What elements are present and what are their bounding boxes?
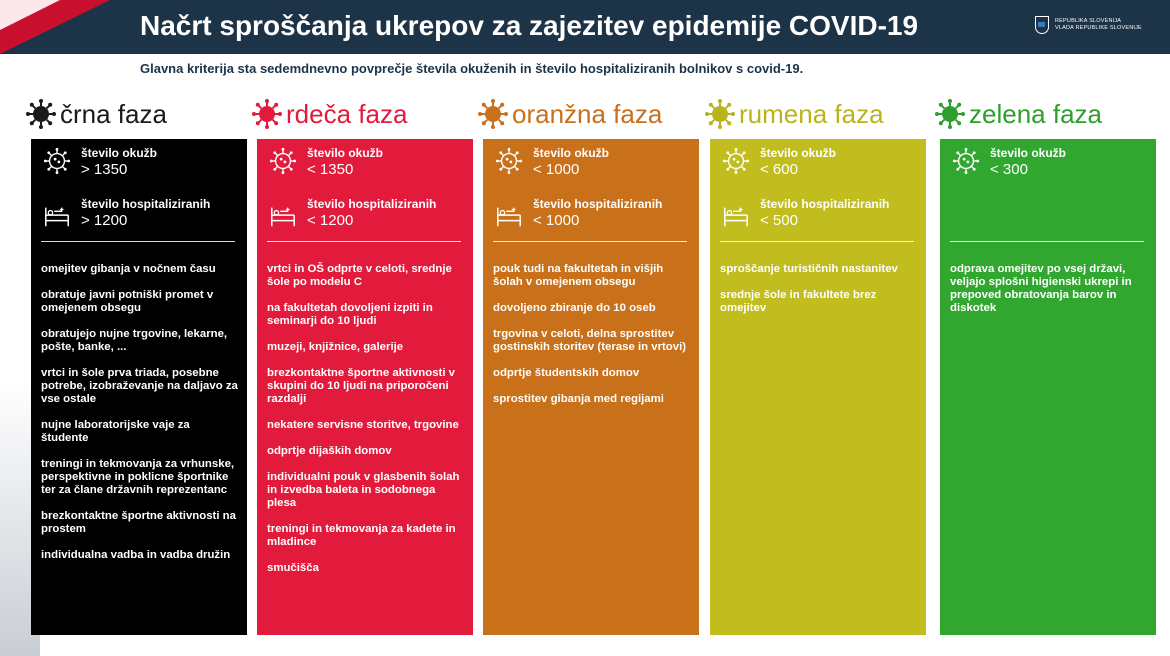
infections-label: število okužb bbox=[81, 146, 158, 160]
hospitalized-value: < 1000 bbox=[533, 212, 580, 229]
virus-icon bbox=[705, 99, 735, 129]
hospitalized-criterion bbox=[41, 190, 237, 241]
divider bbox=[720, 241, 914, 242]
hospital-bed-icon bbox=[43, 202, 71, 230]
measure-item: treningi in tekmovanja za kadete in mladince bbox=[267, 523, 456, 548]
page-title: Načrt sproščanja ukrepov za zajezitev epidemije COVID-19 bbox=[140, 10, 919, 41]
hospitalized-label: število hospitaliziranih bbox=[307, 197, 437, 211]
measure-item: pouk tudi na fakultetah in višjih šolah v omejenem obsegu bbox=[493, 263, 664, 288]
divider bbox=[41, 241, 235, 242]
virus-icon bbox=[26, 99, 56, 129]
hospitalized-label: število hospitaliziranih bbox=[81, 197, 211, 211]
slovenia-crest-icon bbox=[1035, 16, 1049, 34]
virus-icon bbox=[252, 99, 282, 129]
phase-column bbox=[483, 139, 699, 635]
measure-item: dovoljeno zbiranje do 10 oseb bbox=[493, 302, 656, 314]
measure-item: smučišča bbox=[267, 562, 319, 574]
measure-item: vrtci in OŠ odprte v celoti, srednje šole po modelu C bbox=[267, 263, 452, 288]
infection-virus-icon bbox=[269, 147, 297, 175]
measure-item: odprtje študentskih domov bbox=[493, 367, 640, 379]
infections-label: število okužb bbox=[990, 146, 1067, 160]
gov-line-1: REPUBLIKA SLOVENIJA bbox=[1055, 18, 1122, 24]
phase-name: rumena faza bbox=[739, 98, 884, 129]
infections-criterion bbox=[267, 139, 463, 190]
infections-criterion bbox=[493, 139, 689, 190]
subtitle: Glavna kriterija sta sedemdnevno povprečje števila okuženih in število hospitaliziranih bolnikov s covid-19. bbox=[140, 61, 804, 76]
measure-item: sprostitev gibanja med regijami bbox=[493, 393, 664, 405]
phase-heading bbox=[26, 96, 167, 132]
measure-item: obratujejo nujne trgovine, lekarne, pošte, banke, ... bbox=[41, 328, 228, 353]
divider bbox=[267, 241, 461, 242]
infection-virus-icon bbox=[722, 147, 750, 175]
hospitalized-label: število hospitaliziranih bbox=[760, 197, 890, 211]
hospitalized-criterion bbox=[267, 190, 463, 241]
hospitalized-label: število hospitaliziranih bbox=[533, 197, 663, 211]
measure-item: trgovina v celoti, delna sprostitev gostinskih storitev (terase in vrtovi) bbox=[493, 328, 687, 353]
phase-name: zelena faza bbox=[969, 98, 1102, 129]
phase-column bbox=[31, 139, 247, 635]
measures-list bbox=[950, 263, 1148, 328]
measure-item: srednje šole in fakultete brez omejitev bbox=[720, 289, 877, 314]
infections-criterion bbox=[950, 139, 1146, 190]
measures-list bbox=[41, 263, 239, 575]
phase-name: rdeča faza bbox=[286, 98, 408, 129]
measure-item: muzeji, knjižnice, galerije bbox=[267, 341, 404, 353]
phase-heading bbox=[935, 96, 1102, 132]
measure-item: sproščanje turističnih nastanitev bbox=[720, 263, 898, 275]
gov-line-2: VLADA REPUBLIKE SLOVENIJE bbox=[1055, 25, 1142, 31]
hospitalized-value: < 500 bbox=[760, 212, 798, 229]
infections-label: število okužb bbox=[760, 146, 837, 160]
hospitalized-criterion bbox=[493, 190, 689, 241]
infections-value: < 300 bbox=[990, 161, 1028, 178]
measure-item: individualna vadba in vadba družin bbox=[41, 549, 231, 561]
hospitalized-criterion bbox=[720, 190, 916, 241]
divider bbox=[493, 241, 687, 242]
measure-item: omejitev gibanja v nočnem času bbox=[41, 263, 216, 275]
phase-heading bbox=[252, 96, 407, 132]
infection-virus-icon bbox=[43, 147, 71, 175]
infection-virus-icon bbox=[952, 147, 980, 175]
measure-item: odprtje dijaških domov bbox=[267, 445, 392, 457]
virus-icon bbox=[478, 99, 508, 129]
measure-item: brezkontaktne športne aktivnosti v skupini do 10 ljudi na priporočeni razdalji bbox=[267, 367, 455, 405]
divider bbox=[950, 241, 1144, 242]
measure-item: vrtci in šole prva triada, posebne potrebe, izobraževanje na daljavo za vse ostale bbox=[41, 367, 238, 405]
infection-virus-icon bbox=[495, 147, 523, 175]
phase-column bbox=[257, 139, 473, 635]
measure-item: na fakultetah dovoljeni izpiti in seminarji do 10 ljudi bbox=[267, 302, 433, 327]
measure-item: nekatere servisne storitve, trgovine bbox=[267, 419, 459, 431]
measures-list bbox=[267, 263, 465, 588]
government-logo bbox=[1035, 16, 1142, 34]
infections-value: > 1350 bbox=[81, 161, 128, 178]
hospital-bed-icon bbox=[269, 202, 297, 230]
infections-value: < 600 bbox=[760, 161, 798, 178]
measures-list bbox=[493, 263, 691, 419]
measure-item: obratuje javni potniški promet v omejenem obsegu bbox=[41, 289, 214, 314]
phase-name: oranžna faza bbox=[512, 98, 663, 129]
hospital-bed-icon bbox=[722, 202, 750, 230]
measure-item: individualni pouk v glasbenih šolah in izvedba baleta in sodobnega plesa bbox=[267, 471, 460, 509]
measure-item: nujne laboratorijske vaje za študente bbox=[41, 419, 190, 444]
phase-heading bbox=[478, 96, 662, 132]
measure-item: treningi in tekmovanja za vrhunske, perspektivne in poklicne športnike ter za člane državnih reprezentanc bbox=[41, 458, 235, 496]
measure-item: brezkontaktne športne aktivnosti na prostem bbox=[41, 510, 236, 535]
hospital-bed-icon bbox=[495, 202, 523, 230]
virus-icon bbox=[935, 99, 965, 129]
measures-list bbox=[720, 263, 918, 328]
header-bar bbox=[0, 0, 1170, 54]
infections-criterion bbox=[41, 139, 237, 190]
government-logo-text bbox=[1055, 18, 1142, 32]
infections-label: število okužb bbox=[533, 146, 610, 160]
infections-criterion bbox=[720, 139, 916, 190]
infections-value: < 1000 bbox=[533, 161, 580, 178]
hospitalized-value: > 1200 bbox=[81, 212, 128, 229]
phase-column bbox=[710, 139, 926, 635]
header-white-stripe bbox=[0, 0, 60, 30]
infections-value: < 1350 bbox=[307, 161, 354, 178]
infections-label: število okužb bbox=[307, 146, 384, 160]
phase-column bbox=[940, 139, 1156, 635]
phase-name: črna faza bbox=[60, 98, 167, 129]
measure-item: odprava omejitev po vsej državi, veljajo splošni higienski ukrepi in prepoved obratovanja barov in diskotek bbox=[950, 263, 1132, 314]
hospitalized-value: < 1200 bbox=[307, 212, 354, 229]
phase-heading bbox=[705, 96, 884, 132]
